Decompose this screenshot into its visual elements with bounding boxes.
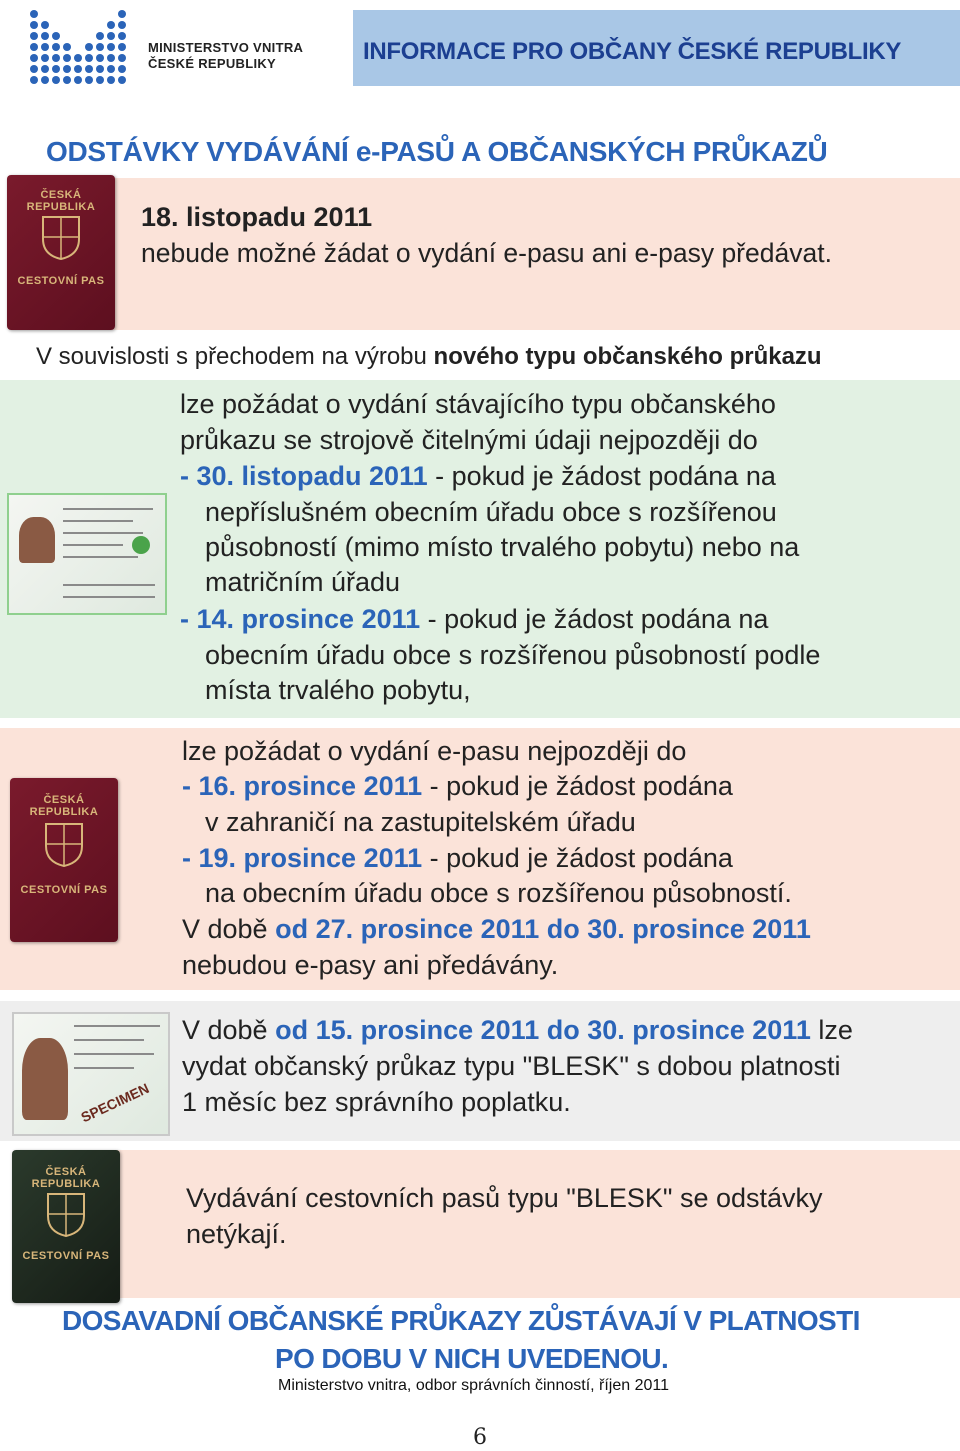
passport-label-bottom: CESTOVNÍ PAS [22, 1250, 110, 1262]
id-card-photo [19, 517, 55, 563]
section-3-item-2-rest: - pokud je žádost podána [422, 843, 733, 873]
header-banner [353, 10, 960, 86]
section-3-item-2-dash: - [182, 843, 199, 873]
section-5-line-2: netýkají. [186, 1219, 287, 1249]
section-1-text: nebude možné žádat o vydání e-pasu ani e-pasy předávat. [141, 238, 832, 268]
section-2-item-1-line-2: nepříslušném obecním úřadu obce s rozšířenou [205, 497, 777, 527]
section-2-item-1 [180, 458, 776, 494]
section-4-line-1-c: lze [810, 1015, 853, 1045]
section-3-line-5 [182, 911, 811, 947]
ministry-logo-icon [28, 8, 136, 88]
id-card-image-icon [12, 1012, 170, 1136]
section-2-item-1-dash: - [180, 461, 197, 491]
section-2-intro [36, 339, 822, 375]
section-2-item-2 [180, 601, 768, 637]
section-2-item-2-line-3: místa trvalého pobytu, [205, 675, 471, 705]
section-2-intro-normal: V souvislosti s přechodem na výrobu [36, 343, 434, 370]
section-3-item-1-date: 16. prosince 2011 [198, 771, 423, 801]
page-number: 6 [473, 1425, 487, 1450]
passport-image-icon [10, 778, 118, 942]
section-3-item-1-dash: - [182, 771, 199, 801]
section-2-item-2-line-2: obecním úřadu obce s rozšířenou působností podle [205, 640, 821, 670]
logo-line-1: MINISTERSTVO VNITRA [148, 40, 304, 55]
header-banner-text: INFORMACE PRO OBČANY ČESKÉ REPUBLIKY [363, 38, 902, 65]
section-3-line-5-b: od 27. prosince 2011 do 30. prosince 2011 [275, 914, 811, 944]
section-1-date: 18. listopadu 2011 [141, 202, 373, 232]
footer-line-1: DOSAVADNÍ OBČANSKÉ PRŮKAZY ZŮSTÁVAJÍ V PLATNOSTI [62, 1305, 860, 1336]
section-5-line-1: Vydávání cestovních pasů typu "BLESK" se odstávky [186, 1183, 823, 1213]
coat-of-arms-icon [44, 822, 84, 868]
section-3-item-2-date: 19. prosince 2011 [198, 843, 423, 873]
section-3-item-2-line-2: na obecním úřadu obce s rozšířenou působností. [205, 878, 792, 908]
id-card-photo [22, 1038, 68, 1120]
section-2-item-2-rest: - pokud je žádost podána na [420, 604, 769, 634]
footer-line-2: PO DOBU V NICH UVEDENOU. [275, 1343, 669, 1374]
coat-of-arms-icon [46, 1192, 86, 1238]
footer-credit: Ministerstvo vnitra, odbor správních činností, říjen 2011 [278, 1377, 669, 1394]
section-2-item-1-line-4: matričním úřadu [205, 567, 401, 597]
section-2-line-1: lze požádat o vydání stávajícího typu občanského [180, 389, 776, 419]
section-2-item-1-rest: - pokud je žádost podána na [427, 461, 776, 491]
svg-text:SPECIMEN: SPECIMEN [78, 1079, 152, 1126]
passport-image-icon [7, 175, 115, 330]
section-2-line-2: průkazu se strojově čitelnými údaji nejpozději do [180, 425, 758, 455]
section-3-item-1-line-2: v zahraničí na zastupitelském úřadu [205, 807, 636, 837]
section-3-line-5-a: V době [182, 914, 276, 944]
section-3-item-1-rest: - pokud je žádost podána [422, 771, 733, 801]
section-2-item-2-date: 14. prosince 2011 [196, 604, 421, 634]
section-3-line-6: nebudou e-pasy ani předávány. [182, 950, 559, 980]
passport-label-bottom: CESTOVNÍ PAS [20, 884, 108, 896]
section-2-item-1-line-3: působností (mimo místo trvalého pobytu) nebo na [205, 532, 800, 562]
section-4-line-3: 1 měsíc bez správního poplatku. [182, 1087, 571, 1117]
passport-label-top: ČESKÁ REPUBLIKA [29, 794, 99, 818]
coat-of-arms-icon [41, 215, 81, 261]
section-4-line-1 [182, 1012, 853, 1048]
passport-label-bottom: CESTOVNÍ PAS [17, 275, 105, 287]
section-3-line-1: lze požádat o vydání e-pasu nejpozději do [182, 736, 687, 766]
passport-image-icon [12, 1150, 120, 1303]
section-2-intro-bold: nového typu občanského průkazu [433, 343, 822, 370]
section-3-item-2 [182, 840, 733, 876]
ministry-logo-text [148, 40, 303, 72]
section-3-item-1 [182, 768, 733, 804]
section-2-item-1-date: 30. listopadu 2011 [196, 461, 428, 491]
section-2-item-2-dash: - [180, 604, 197, 634]
section-4-line-1-a: V době [182, 1015, 276, 1045]
section-4-line-1-b: od 15. prosince 2011 do 30. prosince 2011 [275, 1015, 811, 1045]
passport-label-top: ČESKÁ REPUBLIKA [31, 1166, 101, 1190]
logo-line-2: ČESKÉ REPUBLIKY [148, 56, 277, 71]
passport-label-top: ČESKÁ REPUBLIKA [26, 189, 96, 213]
id-card-lines-icon [63, 505, 159, 605]
id-card-lines-icon [74, 1022, 164, 1126]
page-title: ODSTÁVKY VYDÁVÁNÍ e-PASŮ A OBČANSKÝCH PRŮKAZŮ [46, 136, 828, 167]
section-4-line-2: vydat občanský průkaz typu "BLESK" s dobou platnosti [182, 1051, 841, 1081]
id-card-image-icon [7, 493, 167, 615]
